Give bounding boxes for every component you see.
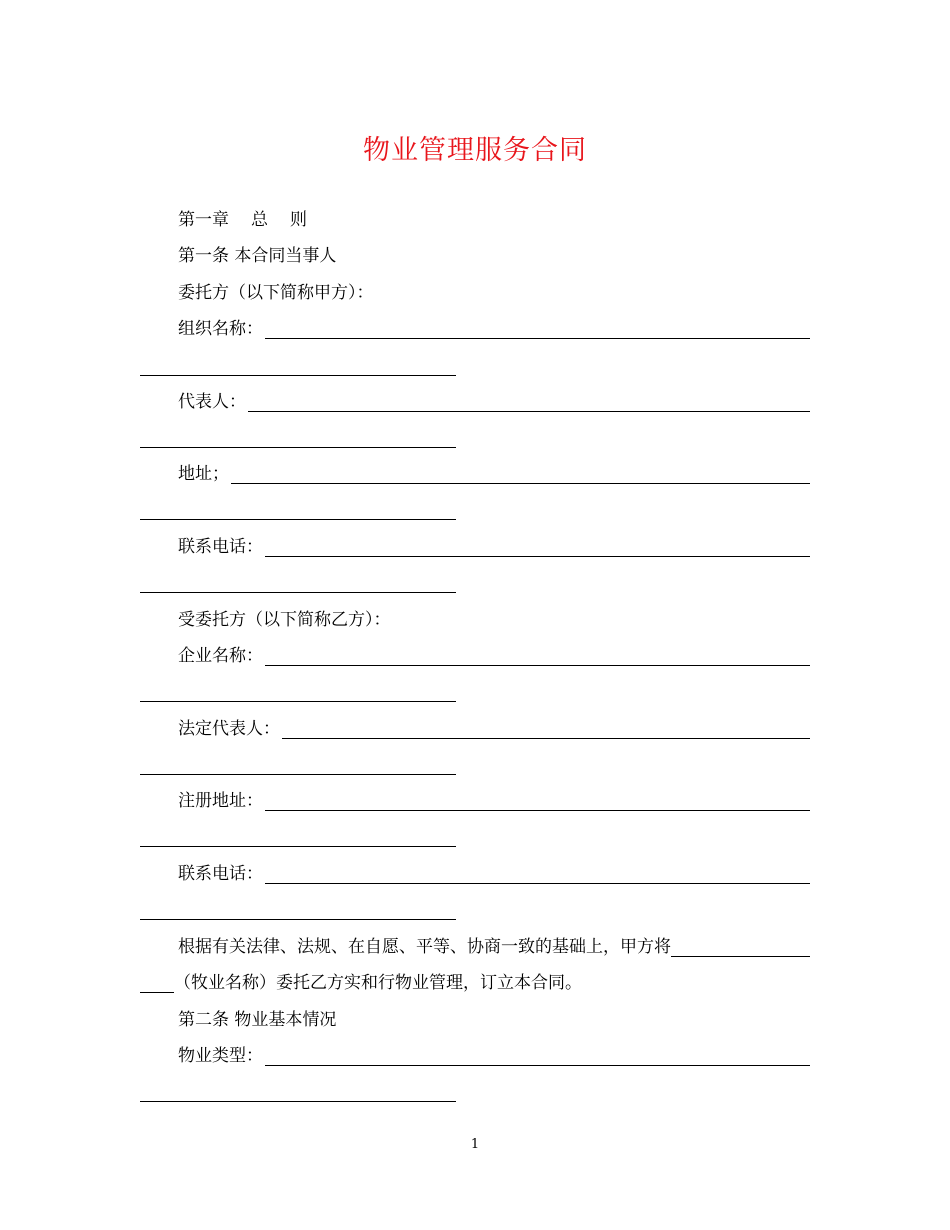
field-label: 企业名称： bbox=[178, 646, 263, 666]
blank-line[interactable] bbox=[282, 721, 810, 739]
chapter-word-1: 总 bbox=[251, 210, 268, 230]
article-2-heading: 第二条 物业基本情况 bbox=[178, 1010, 337, 1030]
blank-line[interactable] bbox=[265, 648, 810, 666]
party-b-registered-address-field[interactable] bbox=[178, 791, 810, 811]
blank-line-continuation[interactable] bbox=[140, 845, 456, 847]
party-b-legal-rep-field[interactable] bbox=[178, 719, 810, 739]
document-title: 物业管理服务合同 bbox=[363, 135, 587, 166]
field-label: 联系电话： bbox=[178, 864, 263, 884]
party-a-heading: 委托方（以下简称甲方）： bbox=[178, 283, 374, 303]
entrustment-paragraph-line-1 bbox=[178, 937, 810, 957]
field-label: 物业类型： bbox=[178, 1046, 263, 1066]
blank-line[interactable] bbox=[265, 321, 810, 339]
blank-line-continuation[interactable] bbox=[140, 773, 456, 775]
party-a-phone-field[interactable] bbox=[178, 537, 810, 557]
blank-line[interactable] bbox=[248, 394, 810, 412]
entrustment-paragraph-line-2 bbox=[140, 973, 582, 993]
blank-line-continuation[interactable] bbox=[140, 700, 456, 702]
party-b-company-name-field[interactable] bbox=[178, 646, 810, 666]
field-label: 法定代表人： bbox=[178, 719, 280, 739]
blank-line-continuation[interactable] bbox=[140, 918, 456, 920]
blank-line[interactable] bbox=[265, 866, 810, 884]
chapter-heading bbox=[178, 210, 307, 230]
blank-line-continuation[interactable] bbox=[140, 446, 456, 448]
property-type-field[interactable] bbox=[178, 1046, 810, 1066]
property-name-blank-continuation[interactable] bbox=[140, 975, 174, 993]
article-1-heading: 第一条 本合同当事人 bbox=[178, 246, 337, 266]
chapter-word-2: 则 bbox=[290, 210, 307, 230]
field-label: 地址； bbox=[178, 464, 229, 484]
party-a-address-field[interactable] bbox=[178, 464, 810, 484]
paragraph-text: （牧业名称）委托乙方实和行物业管理，订立本合同。 bbox=[174, 973, 582, 993]
party-a-org-name-field[interactable] bbox=[178, 319, 810, 339]
blank-line-continuation[interactable] bbox=[140, 518, 456, 520]
party-b-phone-field[interactable] bbox=[178, 864, 810, 884]
blank-line-continuation[interactable] bbox=[140, 374, 456, 376]
blank-line-continuation[interactable] bbox=[140, 1100, 456, 1102]
page-number: 1 bbox=[470, 1137, 480, 1152]
paragraph-text: 根据有关法律、法规、在自愿、平等、协商一致的基础上，甲方将 bbox=[178, 937, 671, 957]
party-a-representative-field[interactable] bbox=[178, 392, 810, 412]
field-label: 注册地址： bbox=[178, 791, 263, 811]
property-name-blank[interactable] bbox=[671, 939, 810, 957]
blank-line[interactable] bbox=[265, 539, 810, 557]
blank-line[interactable] bbox=[265, 793, 810, 811]
blank-line-continuation[interactable] bbox=[140, 591, 456, 593]
party-b-heading: 受委托方（以下简称乙方）： bbox=[178, 610, 391, 630]
chapter-label: 第一章 bbox=[178, 210, 229, 230]
blank-line[interactable] bbox=[231, 466, 810, 484]
field-label: 代表人： bbox=[178, 392, 246, 412]
field-label: 组织名称： bbox=[178, 319, 263, 339]
blank-line[interactable] bbox=[265, 1048, 810, 1066]
field-label: 联系电话： bbox=[178, 537, 263, 557]
